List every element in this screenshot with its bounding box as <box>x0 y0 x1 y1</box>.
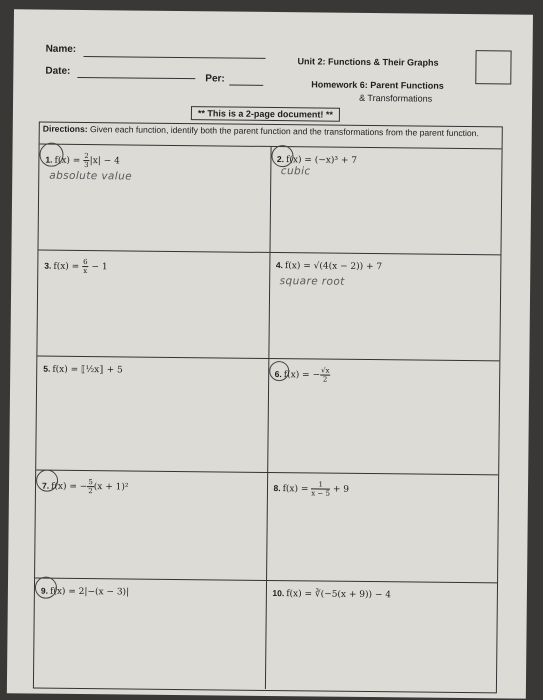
per-line <box>229 85 263 86</box>
score-box <box>475 50 511 84</box>
problem-cell-4 <box>268 253 501 360</box>
handwritten-note-2: cubic <box>280 165 311 178</box>
problem-cell-6 <box>267 359 500 474</box>
problem-10: 10. f(x) = ∛(−5(x + 9)) − 4 <box>272 588 392 601</box>
problem-6: 6. f(x) = − $\frac{√x}{2}$ <box>274 366 330 384</box>
problem-cell-3 <box>37 251 269 358</box>
directions-text: Given each function, identify both the parent function and the transformations from the parent function. <box>87 124 479 139</box>
problem-cell-1 <box>38 145 270 252</box>
homework-subtitle: & Transformations <box>359 92 433 104</box>
problem-2: 2. f(x) = (−x)³ + 7 <box>276 154 358 166</box>
date-line <box>77 77 195 79</box>
problem-3: 3. f(x) = $\frac{6}{x}$ − 1 <box>44 258 108 276</box>
problem-cell-7 <box>35 471 267 580</box>
problem-cell-8 <box>266 473 499 582</box>
problem-1: 1. f(x) = $\frac{2}{3}$ |x| − 4 <box>45 152 120 170</box>
name-line <box>84 56 266 59</box>
problem-row-1 <box>38 145 501 256</box>
problem-4: 4. f(x) = √(4(x − 2)) + 7 <box>275 260 383 273</box>
two-page-notice: ** This is a 2-page document! ** <box>191 106 340 122</box>
worksheet-page <box>7 9 533 698</box>
handwritten-note-4: square root <box>279 275 345 288</box>
problem-cell-5 <box>36 357 268 472</box>
problem-row-3 <box>36 357 499 476</box>
unit-title: Unit 2: Functions & Their Graphs <box>297 56 439 68</box>
problem-cell-2 <box>269 147 502 254</box>
date-label: Date: <box>45 65 71 77</box>
problem-5: 5. f(x) = ⟦½x⟧ + 5 <box>43 363 123 376</box>
problem-row-5 <box>34 579 497 692</box>
problem-cell-9 <box>34 579 266 689</box>
name-label: Name: <box>45 43 77 55</box>
problem-row-4 <box>35 471 498 584</box>
per-label: Per: <box>205 73 225 85</box>
homework-title: Homework 6: Parent Functions <box>311 79 444 91</box>
problem-cell-10 <box>264 581 497 691</box>
directions-label: Directions: <box>42 123 88 135</box>
problem-8: 8. f(x) = $\frac{1}{x - 5}$ + 9 <box>273 480 350 498</box>
problem-7: 7. f(x) = − $\frac{5}{2}$ (x + 1)² <box>41 478 129 496</box>
problem-row-2 <box>37 251 500 362</box>
problem-9: 9. f(x) = 2|−(x − 3)| <box>40 585 130 598</box>
problem-grid <box>33 122 503 694</box>
handwritten-note-1: absolute value <box>49 169 133 183</box>
